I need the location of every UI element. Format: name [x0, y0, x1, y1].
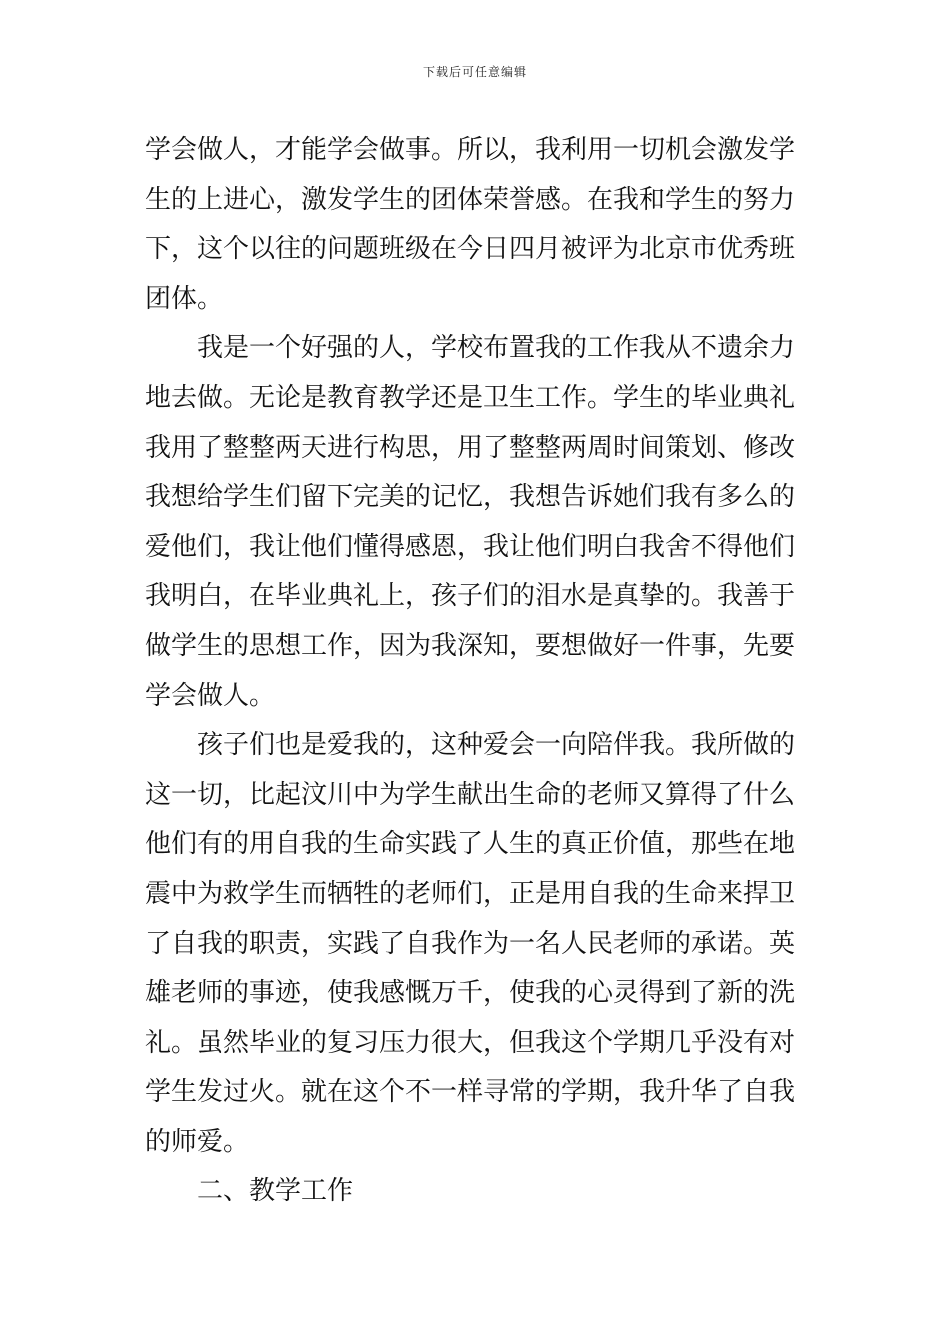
header-note: 下载后可任意编辑: [422, 65, 527, 79]
text-line: 他们有的用自我的生命实践了人生的真正价值，那些在地: [145, 829, 796, 860]
text-line: 爱他们，我让他们懂得感恩，我让他们明白我舍不得他们: [145, 531, 796, 562]
text-line: 我明白，在毕业典礼上，孩子们的泪水是真挚的。我善于: [145, 581, 796, 612]
text-line: 下，这个以往的问题班级在今日四月被评为北京市优秀班: [145, 234, 796, 265]
text-line: 礼。虽然毕业的复习压力很大，但我这个学期几乎没有对: [145, 1027, 796, 1058]
text-line: 学会做人，才能学会做事。所以，我利用一切机会激发学: [145, 135, 796, 165]
text-line: 了自我的职责，实践了自我作为一名人民老师的承诺。英: [145, 928, 796, 959]
text-line: 我想给学生们留下完美的记忆，我想告诉她们我有多么的: [145, 482, 796, 513]
text-line: 地去做。无论是教育教学还是卫生工作。学生的毕业典礼: [145, 382, 796, 413]
text-line: 学生发过火。就在这个不一样寻常的学期，我升华了自我: [145, 1077, 796, 1108]
text-line: 雄老师的事迹，使我感慨万千，使我的心灵得到了新的洗: [145, 978, 796, 1009]
text-line: 震中为救学生而牺牲的老师们，正是用自我的生命来捍卫: [145, 878, 796, 909]
paragraph-first-line: 孩子们也是爱我的，这种爱会一向陪伴我。我所做的: [197, 730, 796, 761]
text-line: 这一切，比起汶川中为学生献出生命的老师又算得了什么: [145, 779, 796, 810]
text-line: 学会做人。: [145, 680, 276, 711]
paragraph-first-line: 我是一个好强的人，学校布置我的工作我从不遗余力: [197, 333, 796, 364]
text-line: 我用了整整两天进行构思，用了整整两周时间策划、修改: [145, 432, 796, 463]
section-heading: 二、教学工作: [197, 1176, 354, 1207]
text-line: 的师爱。: [145, 1126, 250, 1157]
text-line: 做学生的思想工作，因为我深知，要想做好一件事，先要: [145, 630, 796, 661]
text-line: 团体。: [145, 283, 224, 314]
text-line: 生的上进心，激发学生的团体荣誉感。在我和学生的努力: [145, 184, 796, 215]
document-body: [145, 126, 807, 1217]
